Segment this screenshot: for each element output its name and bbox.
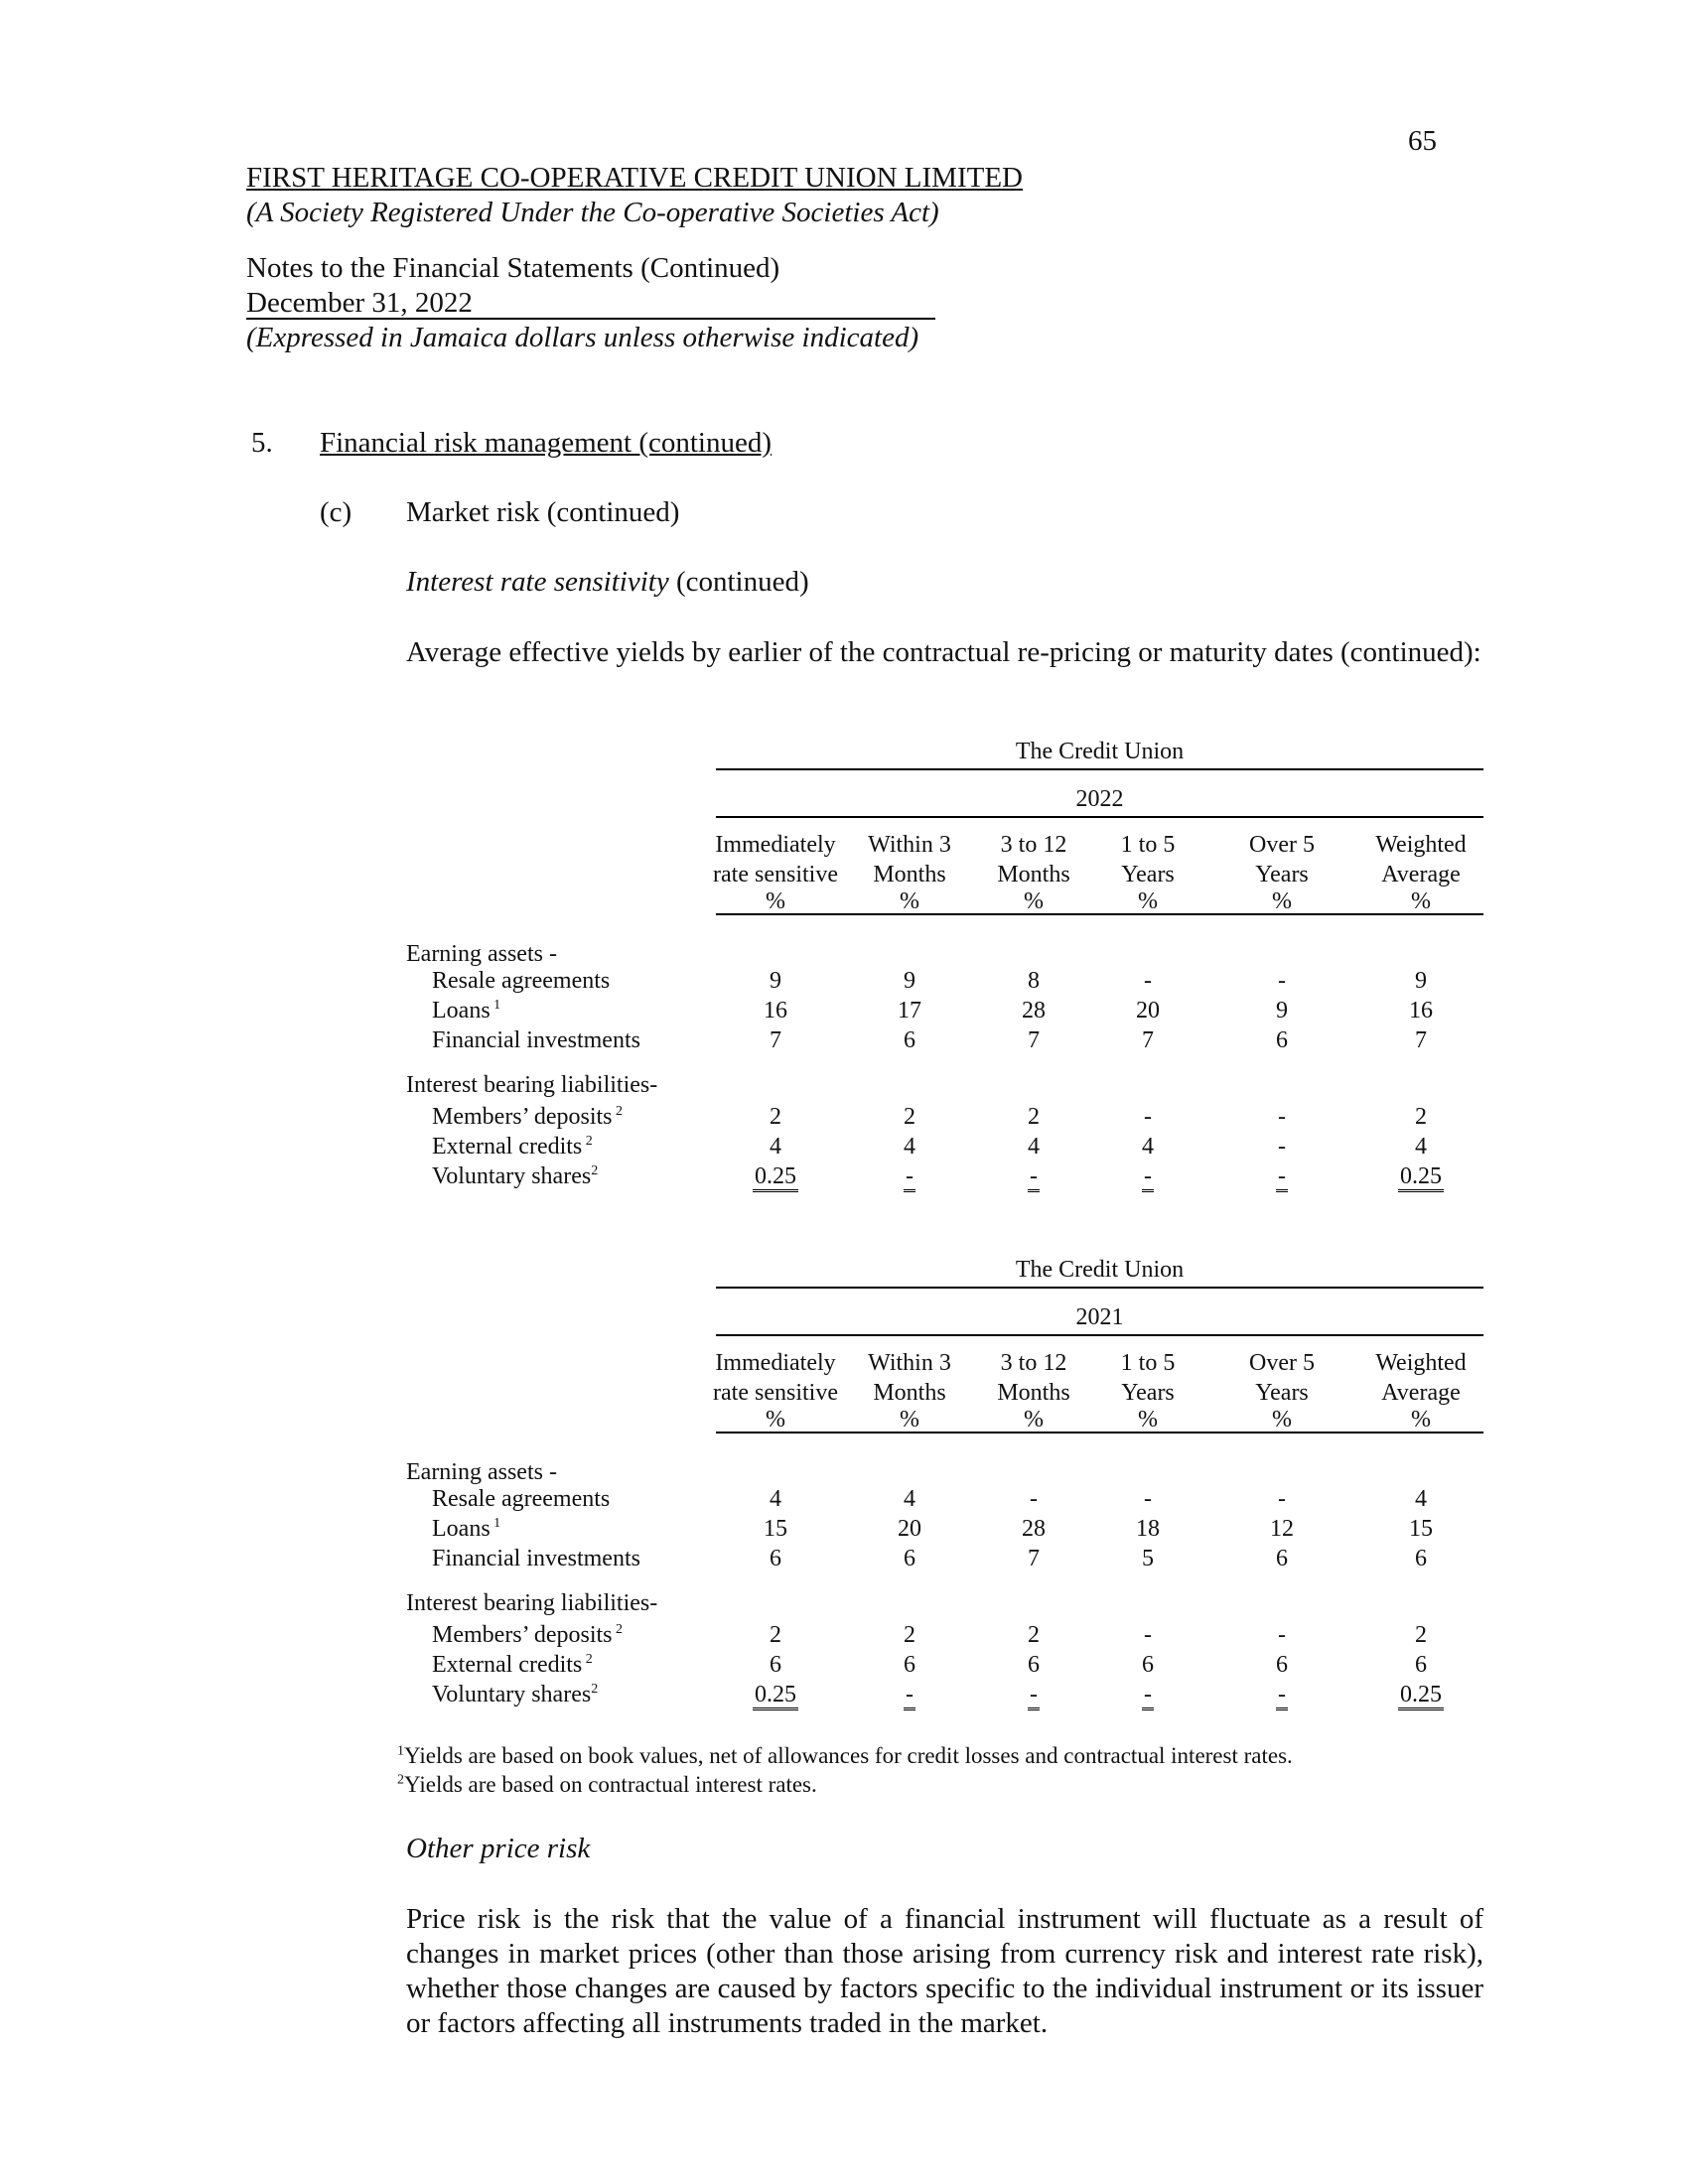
cell-value: 20 [1136, 998, 1160, 1024]
table-cell [979, 998, 1088, 1024]
table-cell [1227, 1682, 1336, 1708]
column-header-unit: % [900, 888, 919, 914]
table-cell [721, 1682, 830, 1708]
row-label-text: Members’ deposits [432, 1104, 613, 1130]
cell-value: 0.25 [1398, 1163, 1444, 1192]
cell-value: - [1276, 1163, 1288, 1192]
cell-value: 28 [1022, 998, 1046, 1024]
table-cell [721, 1486, 830, 1513]
row-label-text: Loans [432, 1516, 491, 1542]
table-cell [855, 998, 964, 1024]
header-rule [246, 318, 935, 320]
column-header-unit: % [900, 1407, 919, 1433]
table-cell [1227, 1516, 1336, 1543]
cell-value: 2 [904, 1104, 915, 1130]
table-cell [721, 1546, 830, 1572]
cell-value: 2 [1415, 1104, 1427, 1130]
cell-value: 4 [1415, 1486, 1427, 1512]
cell-value: - [1278, 968, 1286, 994]
table-rule [716, 768, 1483, 770]
table-cell [855, 1622, 964, 1649]
column-header-l1: Immediately [715, 832, 836, 858]
column-header-l1: 1 to 5 [1120, 1350, 1176, 1376]
row-label [432, 1652, 593, 1679]
footnote-2-text: Yields are based on contractual interest rates. [404, 1772, 817, 1797]
table-cell [721, 1134, 830, 1160]
table-cell [979, 1104, 1088, 1131]
row-label-text: Financial investments [432, 1546, 640, 1571]
cell-value: 12 [1270, 1516, 1294, 1542]
table-cell [855, 1134, 964, 1160]
cell-value: 0.25 [1398, 1682, 1444, 1710]
row-label-text: Resale agreements [432, 1486, 611, 1512]
cell-value: - [1028, 1682, 1040, 1710]
intro-paragraph: Average effective yields by earlier of the contractual re-pricing or maturity dates (continued): [406, 636, 1481, 668]
table-cell [855, 1516, 964, 1543]
cell-value: 6 [1028, 1652, 1040, 1678]
column-header-unit: % [1024, 1407, 1044, 1433]
table-cell [1093, 1546, 1202, 1572]
cell-value: 7 [1028, 1546, 1040, 1571]
table-cell [1366, 1134, 1476, 1160]
column-header-l2: rate sensitive [713, 1380, 838, 1406]
column-header-l1: 1 to 5 [1120, 832, 1176, 858]
table-cell [1366, 998, 1476, 1024]
cell-value: 9 [904, 968, 915, 994]
table-cell [979, 1027, 1088, 1054]
table-cell [1093, 1516, 1202, 1543]
footnote-marker: 1 [490, 998, 501, 1013]
cell-value: - [1278, 1622, 1286, 1648]
notes-title: Notes to the Financial Statements (Continued) [246, 252, 780, 284]
row-label-text: Voluntary shares [432, 1682, 592, 1707]
cell-value: 20 [898, 1516, 921, 1542]
table-cell [1227, 968, 1336, 995]
table-cell [979, 1622, 1088, 1649]
table-cell [979, 1652, 1088, 1679]
table-cell [721, 998, 830, 1024]
row-label [432, 1516, 500, 1543]
row-label [432, 1486, 610, 1513]
assets-heading: Earning assets - [406, 941, 557, 967]
table-cell [1227, 1104, 1336, 1131]
footnote-2-mark: 2 [397, 1772, 404, 1788]
cell-value: 5 [1142, 1546, 1154, 1571]
footnote-marker: 2 [591, 1163, 599, 1178]
cell-value: 9 [1276, 998, 1288, 1024]
cell-value: 2 [904, 1622, 915, 1648]
table-rule [716, 913, 1483, 915]
cell-value: 6 [770, 1546, 781, 1571]
company-subtitle: (A Society Registered Under the Co-operative Societies Act) [246, 197, 939, 228]
table-cell [979, 968, 1088, 995]
footnote-marker: 2 [612, 1622, 624, 1637]
table-cell [1093, 1134, 1202, 1160]
cell-value: 17 [898, 998, 921, 1024]
table-cell [855, 1682, 964, 1708]
topic-italic: Interest rate sensitivity [406, 566, 669, 598]
table-cell [1227, 1652, 1336, 1679]
row-label [432, 1027, 640, 1054]
cell-value: 4 [904, 1134, 915, 1160]
cell-value: 15 [764, 1516, 787, 1542]
table-cell [721, 1027, 830, 1054]
cell-value: 2 [770, 1622, 781, 1648]
table-cell [1366, 1104, 1476, 1131]
column-header-l1: Within 3 [868, 1350, 951, 1376]
table-rule [716, 816, 1483, 818]
cell-value: 7 [770, 1027, 781, 1053]
table-cell [855, 1027, 964, 1054]
cell-value: 7 [1415, 1027, 1427, 1053]
column-header-l1: Weighted [1375, 832, 1467, 858]
cell-value: - [1144, 1622, 1152, 1648]
assets-heading: Earning assets - [406, 1459, 557, 1485]
footnote-2 [397, 1772, 817, 1798]
cell-value: - [904, 1163, 915, 1192]
row-label-text: External credits [432, 1134, 583, 1160]
cell-value: 6 [904, 1652, 915, 1678]
column-header-l2: Years [1255, 1380, 1309, 1406]
cell-value: - [1278, 1104, 1286, 1130]
table-cell [1366, 1163, 1476, 1190]
cell-value: 4 [1028, 1134, 1040, 1160]
table-cell [1093, 1486, 1202, 1513]
table-cell [855, 1652, 964, 1679]
row-label-text: Members’ deposits [432, 1622, 613, 1648]
cell-value: 6 [904, 1546, 915, 1571]
table-entity-title: The Credit Union [1015, 1257, 1185, 1283]
table-cell [721, 1622, 830, 1649]
table-cell [855, 1104, 964, 1131]
subsection-title: Market risk (continued) [406, 496, 680, 528]
cell-value: - [1028, 1163, 1040, 1192]
table-cell [979, 1546, 1088, 1572]
cell-value: 15 [1409, 1516, 1433, 1542]
cell-value: 2 [1028, 1622, 1040, 1648]
table-cell [1366, 1486, 1476, 1513]
column-header-l2: Months [997, 862, 1070, 887]
other-price-risk-paragraph: Price risk is the risk that the value of a financial instrument will fluctuate as a result of changes in market prices (other than those arising from currency risk and interest rate risk), whether those changes are caused by factors specific to the individual instrument or its issuer or factors affecting all instruments traded in the market. [406, 1903, 1483, 2039]
table-cell [855, 1486, 964, 1513]
table-cell [1366, 1516, 1476, 1543]
cell-value: 16 [1409, 998, 1433, 1024]
footnote-marker: 2 [591, 1682, 599, 1697]
liabilities-heading: Interest bearing liabilities- [406, 1072, 658, 1098]
cell-value: - [1278, 1134, 1286, 1160]
column-header-l2: Months [997, 1380, 1070, 1406]
footnote-1 [397, 1743, 1293, 1769]
table-year: 2021 [1075, 1304, 1124, 1330]
row-label [432, 968, 610, 995]
table-cell [1366, 968, 1476, 995]
section-number: 5. [251, 427, 273, 459]
cell-value: - [904, 1682, 915, 1710]
cell-value: 4 [770, 1134, 781, 1160]
currency-note: (Expressed in Jamaica dollars unless otherwise indicated) [246, 322, 919, 353]
table-cell [1227, 1027, 1336, 1054]
column-header-unit: % [1024, 888, 1044, 914]
row-label-text: Resale agreements [432, 968, 611, 994]
table-cell [1366, 1652, 1476, 1679]
cell-value: - [1144, 1104, 1152, 1130]
column-header-l1: Immediately [715, 1350, 836, 1376]
cell-value: 6 [1276, 1652, 1288, 1678]
table-cell [1093, 1104, 1202, 1131]
liabilities-heading: Interest bearing liabilities- [406, 1590, 658, 1616]
footnote-1-text: Yields are based on book values, net of allowances for credit losses and contractual interest rates. [404, 1743, 1293, 1768]
table-cell [1093, 1682, 1202, 1708]
column-header-unit: % [1411, 888, 1431, 914]
cell-value: - [1144, 968, 1152, 994]
column-header-l1: 3 to 12 [1000, 832, 1067, 858]
statement-date: December 31, 2022 [246, 287, 473, 319]
row-label [432, 998, 500, 1024]
section-title: Financial risk management (continued) [320, 427, 772, 459]
cell-value: - [1142, 1682, 1154, 1710]
table-rule [716, 1432, 1483, 1433]
table-cell [1227, 1622, 1336, 1649]
table-cell [979, 1682, 1088, 1708]
column-header-l2: Years [1121, 1380, 1175, 1406]
yield-table-2022 [406, 735, 1483, 1201]
table-cell [721, 968, 830, 995]
table-cell [1366, 1027, 1476, 1054]
table-rule [716, 1287, 1483, 1289]
cell-value: 0.25 [753, 1163, 798, 1192]
page-number: 65 [1408, 125, 1437, 157]
table-cell [1093, 1622, 1202, 1649]
cell-value: - [1278, 1486, 1286, 1512]
column-header-l1: Within 3 [868, 832, 951, 858]
cell-value: 2 [1028, 1104, 1040, 1130]
footnote-marker: 2 [612, 1104, 624, 1119]
table-cell [855, 1163, 964, 1190]
cell-value: 0.25 [753, 1682, 798, 1710]
table-cell [1093, 1163, 1202, 1190]
column-header-unit: % [1272, 888, 1292, 914]
table-cell [855, 1546, 964, 1572]
row-label-text: External credits [432, 1652, 583, 1678]
cell-value: 4 [1415, 1134, 1427, 1160]
table-cell [1366, 1546, 1476, 1572]
cell-value: 9 [1415, 968, 1427, 994]
cell-value: 4 [770, 1486, 781, 1512]
column-header-l1: Over 5 [1249, 1350, 1315, 1376]
column-header-unit: % [1272, 1407, 1292, 1433]
cell-value: 2 [770, 1104, 781, 1130]
subsection-letter: (c) [320, 496, 352, 528]
column-header-unit: % [1411, 1407, 1431, 1433]
cell-value: 6 [1415, 1546, 1427, 1571]
cell-value: 6 [1142, 1652, 1154, 1678]
column-header-l2: Years [1121, 862, 1175, 887]
row-label-text: Voluntary shares [432, 1163, 592, 1189]
cell-value: 18 [1136, 1516, 1160, 1542]
cell-value: 6 [770, 1652, 781, 1678]
column-header-unit: % [766, 1407, 785, 1433]
table-year: 2022 [1075, 786, 1124, 812]
cell-value: - [1142, 1163, 1154, 1192]
row-label [432, 1163, 598, 1190]
table-cell [1093, 968, 1202, 995]
cell-value: 2 [1415, 1622, 1427, 1648]
footnote-1-mark: 1 [397, 1743, 404, 1759]
table-cell [1366, 1622, 1476, 1649]
cell-value: 6 [904, 1027, 915, 1053]
table-cell [1093, 998, 1202, 1024]
table-cell [1093, 1652, 1202, 1679]
other-price-risk-title: Other price risk [406, 1833, 591, 1864]
table-cell [721, 1516, 830, 1543]
cell-value: - [1144, 1486, 1152, 1512]
cell-value: 6 [1276, 1546, 1288, 1571]
table-cell [979, 1486, 1088, 1513]
row-label [432, 1546, 640, 1572]
row-label-text: Financial investments [432, 1027, 640, 1053]
table-cell [979, 1134, 1088, 1160]
table-cell [1366, 1682, 1476, 1708]
column-header-l2: rate sensitive [713, 862, 838, 887]
cell-value: 4 [904, 1486, 915, 1512]
footnote-marker: 2 [582, 1652, 593, 1667]
cell-value: 7 [1142, 1027, 1154, 1053]
table-cell [721, 1104, 830, 1131]
topic-heading [406, 566, 809, 599]
cell-value: 8 [1028, 968, 1040, 994]
footnote-marker: 1 [490, 1516, 501, 1531]
table-cell [721, 1163, 830, 1190]
table-cell [1227, 1546, 1336, 1572]
row-label [432, 1104, 623, 1131]
yield-table-2021 [406, 1253, 1483, 1719]
column-header-l1: Over 5 [1249, 832, 1315, 858]
column-header-l2: Months [873, 1380, 946, 1406]
column-header-unit: % [1138, 888, 1158, 914]
row-label-text: Loans [432, 998, 491, 1024]
row-label [432, 1134, 593, 1160]
table-cell [1227, 1134, 1336, 1160]
table-cell [1093, 1027, 1202, 1054]
cell-value: 7 [1028, 1027, 1040, 1053]
table-cell [1227, 1163, 1336, 1190]
column-header-l2: Average [1381, 1380, 1461, 1406]
column-header-l2: Months [873, 862, 946, 887]
table-cell [1227, 1486, 1336, 1513]
cell-value: - [1030, 1486, 1038, 1512]
column-header-l1: Weighted [1375, 1350, 1467, 1376]
table-cell [855, 968, 964, 995]
footnote-marker: 2 [582, 1134, 593, 1149]
table-cell [721, 1652, 830, 1679]
cell-value: 9 [770, 968, 781, 994]
table-cell [1227, 998, 1336, 1024]
row-label [432, 1682, 598, 1708]
cell-value: 4 [1142, 1134, 1154, 1160]
cell-value: 16 [764, 998, 787, 1024]
topic-suffix: (continued) [668, 566, 809, 598]
table-entity-title: The Credit Union [1015, 739, 1185, 764]
cell-value: 6 [1415, 1652, 1427, 1678]
column-header-l2: Years [1255, 862, 1309, 887]
cell-value: - [1276, 1682, 1288, 1710]
cell-value: 28 [1022, 1516, 1046, 1542]
company-name: FIRST HERITAGE CO-OPERATIVE CREDIT UNION LIMITED [246, 162, 1023, 194]
table-cell [979, 1163, 1088, 1190]
row-label [432, 1622, 623, 1649]
column-header-unit: % [766, 888, 785, 914]
column-header-l2: Average [1381, 862, 1461, 887]
table-cell [979, 1516, 1088, 1543]
column-header-unit: % [1138, 1407, 1158, 1433]
column-header-l1: 3 to 12 [1000, 1350, 1067, 1376]
cell-value: 6 [1276, 1027, 1288, 1053]
table-rule [716, 1334, 1483, 1336]
